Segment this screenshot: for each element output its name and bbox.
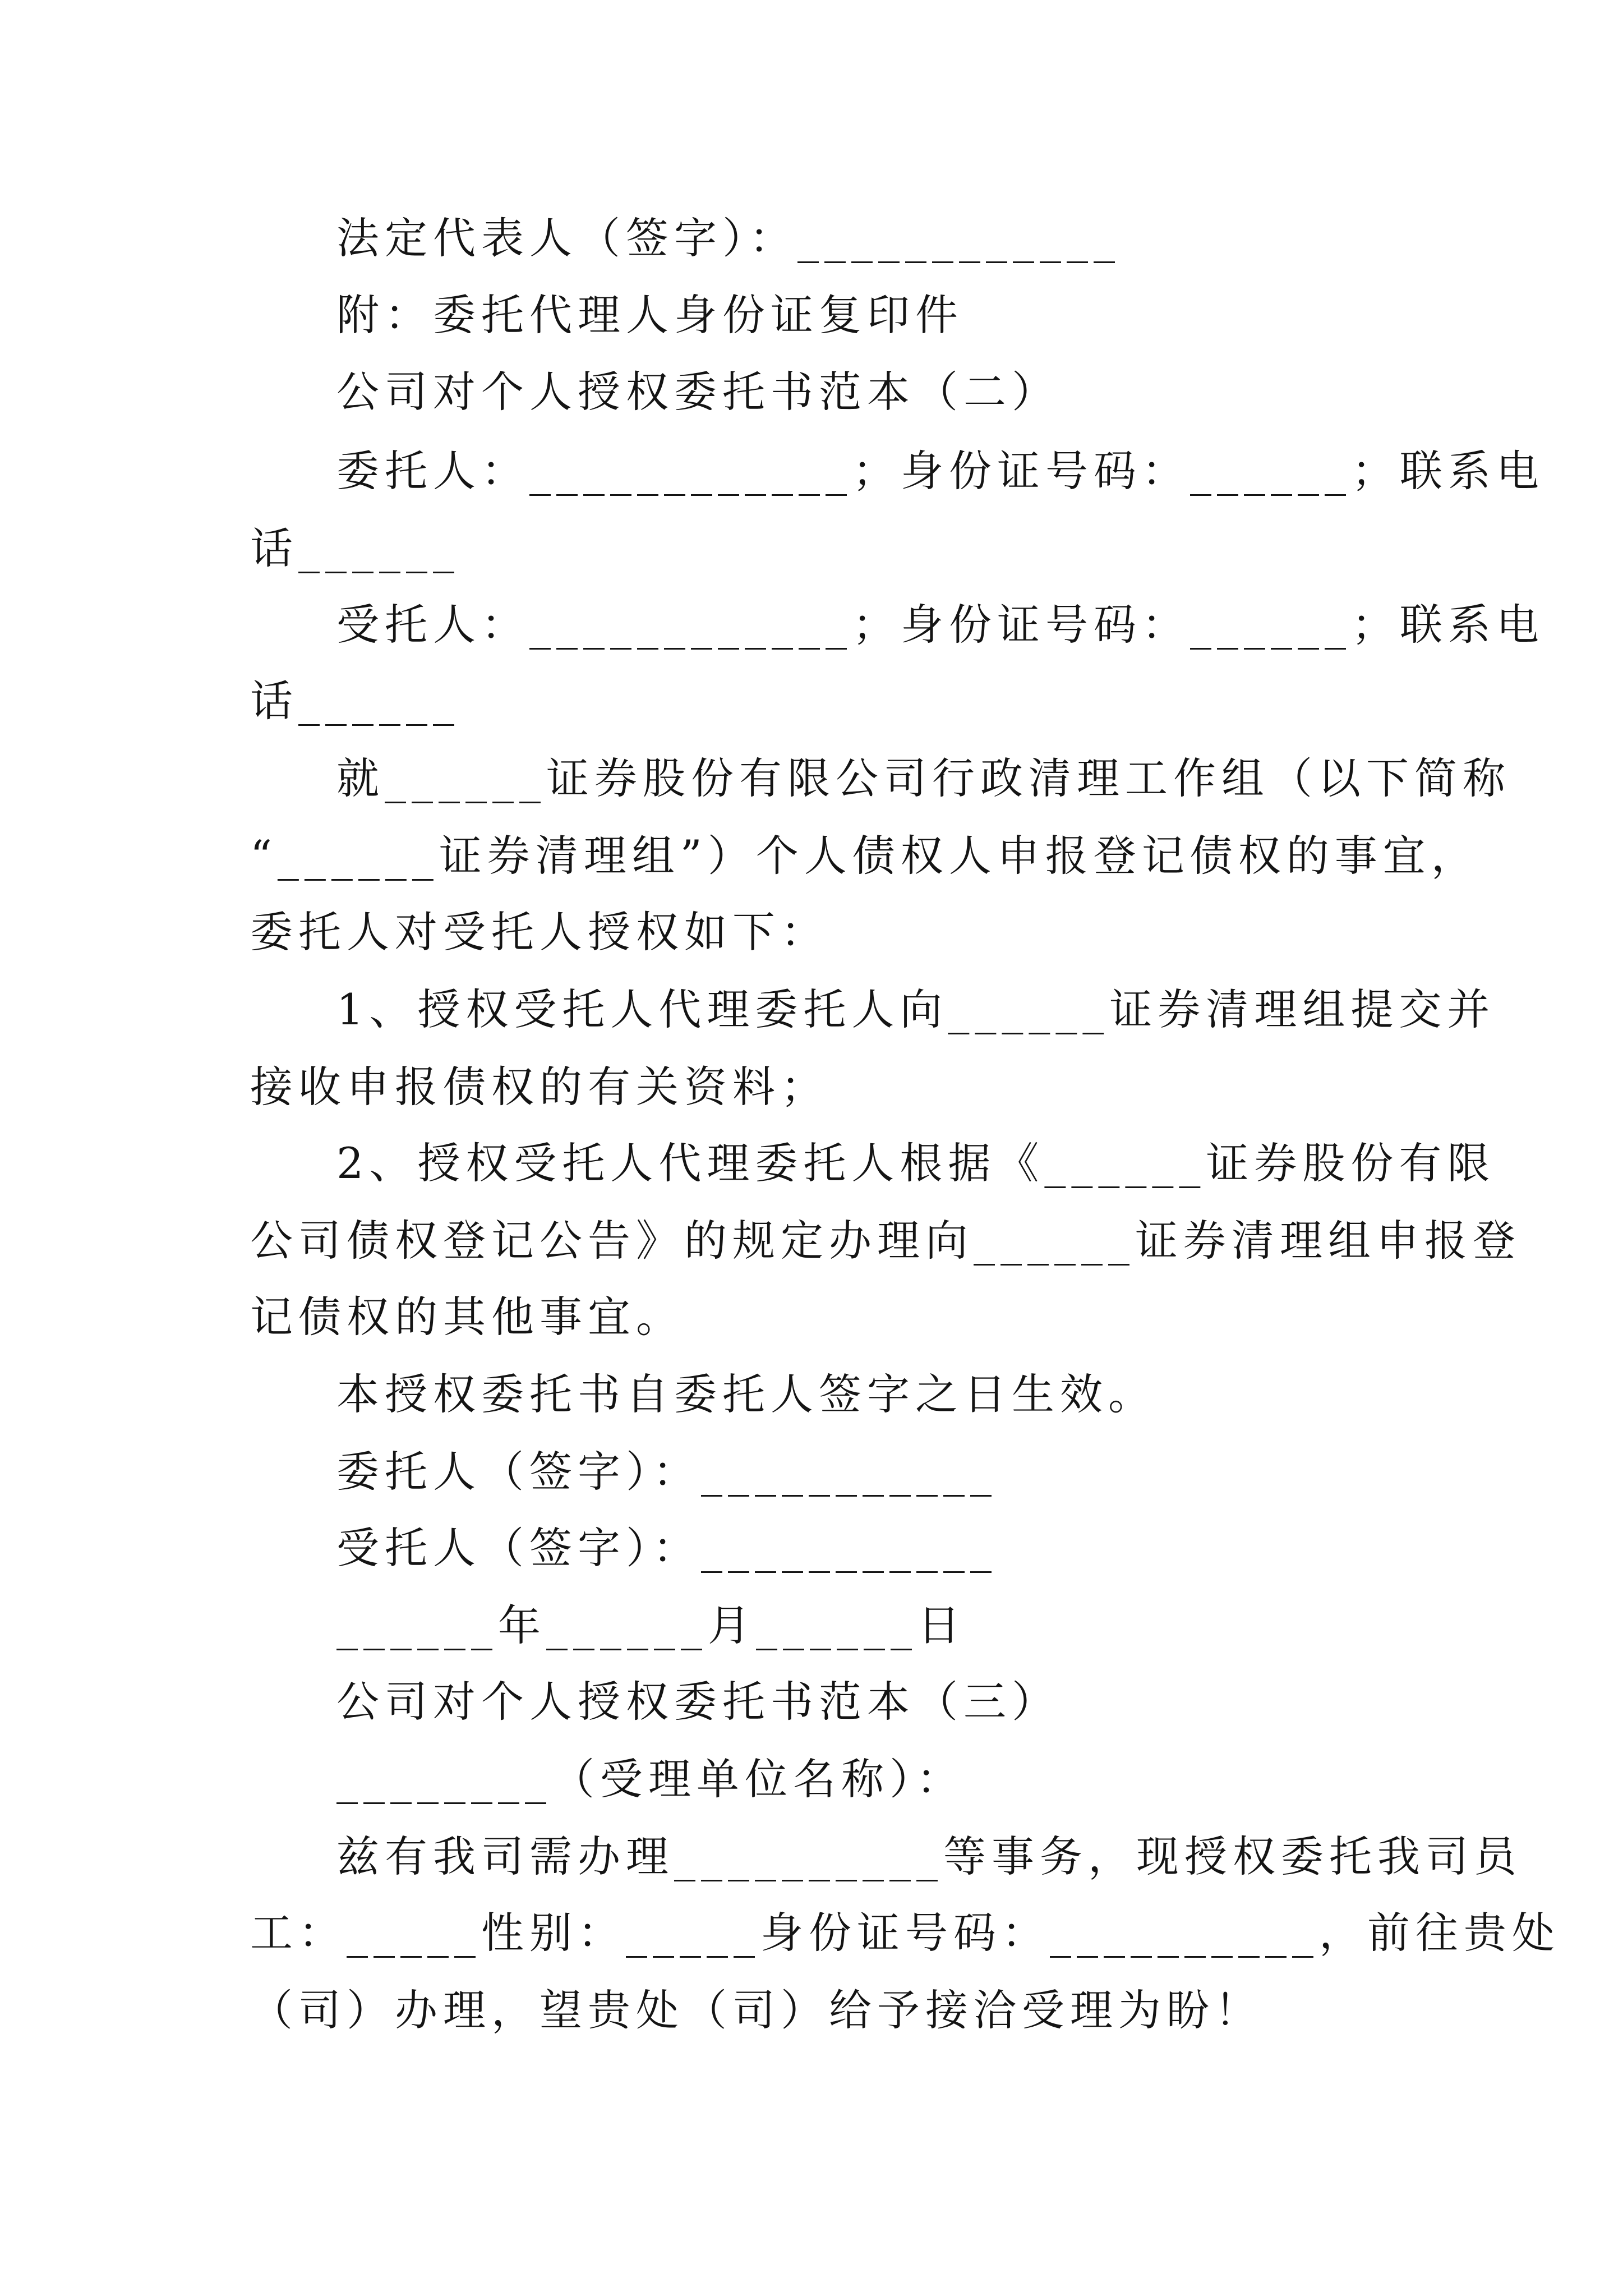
principal-signature-line: 委托人（签字）：___________ [336,1447,997,1497]
section-title-3: 公司对个人授权委托书范本（三） [336,1677,1060,1727]
clause-2-line: 记债权的其他事宜。 [250,1292,684,1342]
paragraph-line: （司）办理，望贵处（司）给予接洽受理为盼！ [250,1985,1263,2035]
section-title-2: 公司对个人授权委托书范本（二） [336,367,1060,417]
principal-info-line: 委托人：____________；身份证号码：______；联系电 [336,446,1544,496]
paragraph-line: 兹有我司需办理__________等事务，现授权委托我司员 [336,1832,1522,1881]
effective-statement: 本授权委托书自委托人签字之日生效。 [336,1369,1156,1419]
clause-1-line: 1、授权受托人代理委托人向______证券清理组提交并 [336,984,1496,1034]
clause-2-line: 2、授权受托人代理委托人根据《______证券股份有限 [336,1138,1496,1188]
addressee-line: ________（受理单位名称）： [336,1754,965,1804]
date-line: ______年______月______日 [336,1600,966,1650]
agent-signature-line: 受托人（签字）：___________ [336,1523,997,1573]
agent-info-line: 受托人：____________；身份证号码：______；联系电 [336,600,1544,650]
paragraph-line: 工：_____性别：_____身份证号码：__________，前往贵处 [250,1908,1560,1958]
clause-1-line: 接收申报债权的有关资料； [250,1062,829,1112]
principal-phone-line: 话______ [250,523,460,573]
paragraph-line: 委托人对受托人授权如下： [250,907,829,957]
agent-phone-line: 话______ [250,676,460,726]
attachment-note: 附：委托代理人身份证复印件 [336,290,963,340]
signature-line-legal-rep: 法定代表人（签字）：____________ [336,213,1121,263]
paragraph-line: 就______证券股份有限公司行政清理工作组（以下简称 [336,753,1511,803]
paragraph-line: “______证券清理组”）个人债权人申报登记债权的事宜， [250,831,1479,881]
clause-2-line: 公司债权登记公告》的规定办理向______证券清理组申报登 [250,1216,1521,1266]
